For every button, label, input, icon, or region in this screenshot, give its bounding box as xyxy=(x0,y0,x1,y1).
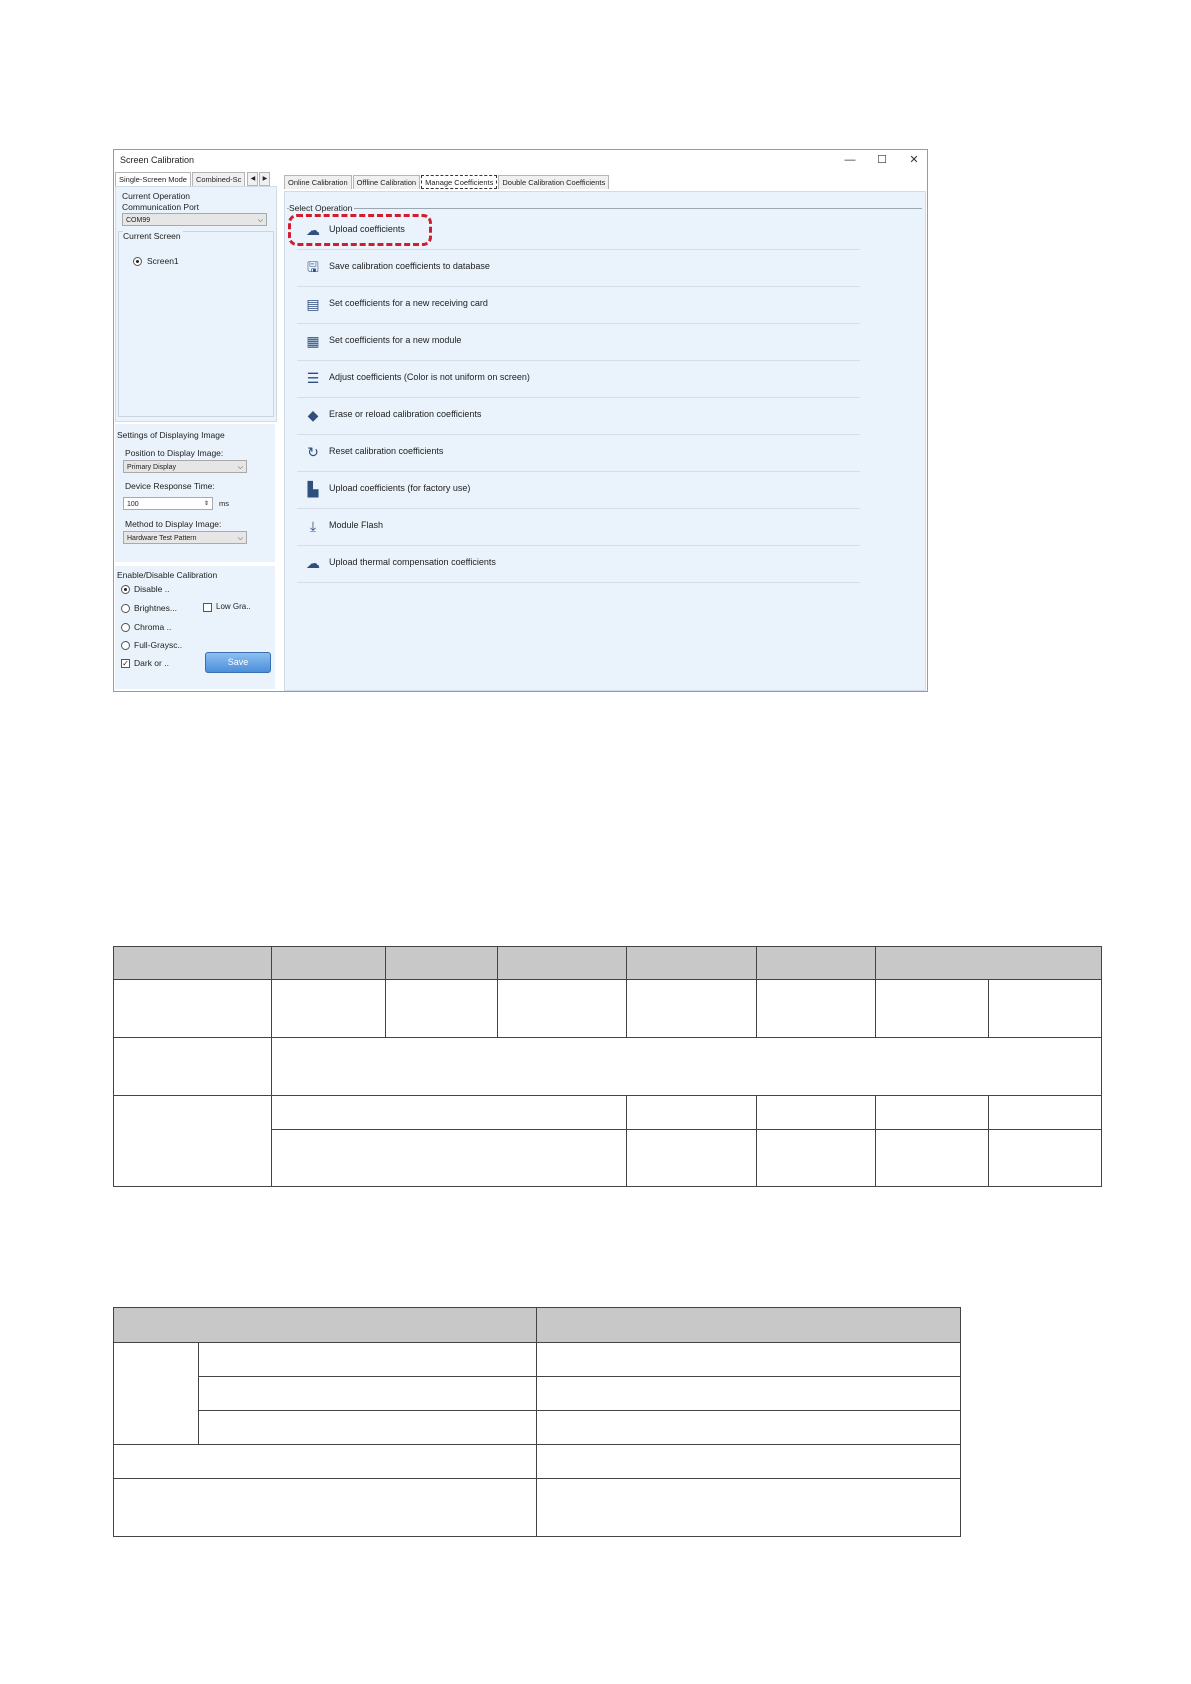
dark-checkbox[interactable]: ✓ xyxy=(122,659,129,668)
table-cell xyxy=(876,947,1102,980)
table-cell xyxy=(989,1096,1102,1130)
operation-upload-thermal[interactable] xyxy=(297,545,860,583)
low-gray-label: Low Gra.. xyxy=(216,602,251,611)
operation-new-receiving-card[interactable] xyxy=(297,286,860,324)
current-operation-label: Current Operation xyxy=(122,191,191,201)
operation-label: Upload coefficients (for factory use) xyxy=(329,483,471,493)
current-screen-label: Current Screen xyxy=(123,231,181,241)
table-cell xyxy=(114,1096,272,1187)
operation-label: Reset calibration coefficients xyxy=(329,446,444,456)
table-cell xyxy=(757,980,876,1038)
table-cell xyxy=(114,947,272,980)
table-row xyxy=(114,1038,1102,1096)
chevron-down-icon: ⌵ xyxy=(257,217,263,224)
comm-port-select[interactable] xyxy=(122,213,267,226)
table-cell xyxy=(537,1308,961,1343)
operation-save-to-database[interactable] xyxy=(297,249,860,287)
enable-calibration-panel xyxy=(115,566,275,689)
tab-double-calibration-coefficients[interactable]: Double Calibration Coefficients xyxy=(498,175,609,189)
table-row xyxy=(114,1096,1102,1130)
table-cell xyxy=(114,980,272,1038)
table-cell xyxy=(757,1096,876,1130)
screen-calibration-window xyxy=(113,149,928,692)
tab-online-calibration[interactable]: Online Calibration xyxy=(284,175,352,189)
position-value: Primary Display xyxy=(127,464,177,471)
table-cell xyxy=(537,1377,961,1411)
operation-label: Erase or reload calibration coefficients xyxy=(329,409,482,419)
table-cell xyxy=(537,1411,961,1445)
tab-offline-calibration[interactable]: Offline Calibration xyxy=(353,175,420,189)
table-cell xyxy=(627,1130,757,1187)
module-grid-icon: ▦ xyxy=(306,333,320,349)
tab-combined-screen[interactable]: Combined-Sc xyxy=(192,172,245,186)
operation-label: Upload thermal compensation coefficients xyxy=(329,557,496,567)
operation-reset-coefficients[interactable] xyxy=(297,434,860,472)
left-tab-strip xyxy=(115,172,270,186)
display-settings-panel xyxy=(115,424,275,562)
position-select[interactable] xyxy=(123,460,247,473)
response-time-input[interactable] xyxy=(123,497,213,510)
operation-erase-reload[interactable] xyxy=(297,397,860,435)
table-cell xyxy=(114,1479,537,1537)
enable-title: Enable/Disable Calibration xyxy=(117,570,218,580)
screen1-radio[interactable] xyxy=(133,257,142,266)
operation-module-flash[interactable] xyxy=(297,508,860,546)
table-cell xyxy=(385,947,497,980)
current-screen-group xyxy=(118,231,274,417)
table-cell xyxy=(114,1308,537,1343)
response-time-label: Device Response Time: xyxy=(125,481,215,491)
table-cell xyxy=(876,1130,989,1187)
cloud-upload-icon: ☁ xyxy=(306,555,320,571)
full-grayscale-radio[interactable] xyxy=(121,641,130,650)
table-cell xyxy=(627,947,757,980)
operation-new-module[interactable] xyxy=(297,323,860,361)
table-cell xyxy=(989,980,1102,1038)
comm-port-value: COM99 xyxy=(126,217,151,224)
table-cell xyxy=(876,1096,989,1130)
select-operation-group xyxy=(284,191,926,691)
minimize-icon[interactable]: — xyxy=(844,154,856,166)
table-row xyxy=(114,1343,961,1377)
tab-manage-coefficients[interactable]: Manage Coefficients xyxy=(421,175,497,189)
chevron-down-icon: ⌵ xyxy=(237,535,243,542)
highlight-annotation xyxy=(288,214,432,246)
close-icon[interactable]: ✕ xyxy=(909,154,919,166)
group-divider xyxy=(287,208,922,209)
table-cell xyxy=(876,980,989,1038)
screen1-label: Screen1 xyxy=(147,256,179,266)
table-2 xyxy=(113,1307,961,1537)
table-cell xyxy=(271,980,385,1038)
full-grayscale-label: Full-Graysc.. xyxy=(134,640,183,650)
table-cell xyxy=(271,947,385,980)
reset-icon: ↻ xyxy=(307,444,319,460)
table-cell xyxy=(271,1038,1101,1096)
right-tab-strip xyxy=(284,175,610,189)
table-cell xyxy=(497,947,627,980)
title-bar xyxy=(114,150,927,172)
method-label: Method to Display Image: xyxy=(125,519,222,529)
table-cell xyxy=(271,1096,627,1130)
save-disk-icon: 🖫 xyxy=(307,259,319,275)
operation-label: Upload coefficients xyxy=(329,224,405,234)
table-cell xyxy=(537,1479,961,1537)
sliders-icon: ☰ xyxy=(306,370,320,386)
table-row xyxy=(114,1377,961,1411)
table-row xyxy=(114,1411,961,1445)
position-label: Position to Display Image: xyxy=(125,448,224,458)
receiving-card-icon: ▤ xyxy=(306,296,320,312)
table-cell xyxy=(627,1096,757,1130)
table-cell xyxy=(114,1445,537,1479)
brightness-label: Brightnes... xyxy=(134,603,177,613)
operation-label: Save calibration coefficients to database xyxy=(329,261,490,271)
table-row xyxy=(114,1479,961,1537)
table-cell xyxy=(627,980,757,1038)
table-cell xyxy=(114,1038,272,1096)
operation-label: Set coefficients for a new module xyxy=(329,335,462,345)
table-row xyxy=(114,980,1102,1038)
table-cell xyxy=(757,947,876,980)
operation-label: Adjust coefficients (Color is not uniform on screen) xyxy=(329,372,530,382)
save-button[interactable]: Save xyxy=(205,652,271,673)
table-cell xyxy=(385,980,497,1038)
screen-selection-panel xyxy=(115,186,277,422)
settings-title: Settings of Displaying Image xyxy=(117,430,225,440)
comm-port-label: Communication Port xyxy=(122,202,200,212)
download-tray-icon: ⤓ xyxy=(309,518,317,534)
table-cell xyxy=(198,1377,537,1411)
low-gray-checkbox[interactable] xyxy=(203,603,212,612)
factory-icon: ▙ xyxy=(307,481,319,497)
tab-scroll-right-icon[interactable]: ▶ xyxy=(259,172,270,186)
table-cell xyxy=(114,1343,199,1445)
response-unit: ms xyxy=(219,499,229,508)
chevron-down-icon: ⌵ xyxy=(237,464,243,471)
right-panel xyxy=(284,172,926,691)
method-select[interactable] xyxy=(123,531,247,544)
table-cell xyxy=(198,1343,537,1377)
brightness-radio[interactable] xyxy=(121,604,130,613)
left-panel xyxy=(115,172,279,691)
table-cell xyxy=(198,1411,537,1445)
method-value: Hardware Test Pattern xyxy=(127,535,197,542)
disable-radio[interactable] xyxy=(121,585,130,594)
table-cell xyxy=(757,1130,876,1187)
window-title: Screen Calibration xyxy=(120,155,195,165)
table-row xyxy=(114,1445,961,1479)
table-cell xyxy=(537,1343,961,1377)
table-cell xyxy=(271,1130,627,1187)
disable-label: Disable .. xyxy=(134,584,170,594)
response-time-value: 100 xyxy=(127,501,139,508)
tab-single-screen-mode[interactable]: Single-Screen Mode xyxy=(115,172,191,186)
chroma-radio[interactable] xyxy=(121,623,130,632)
cloud-upload-icon: ☁ xyxy=(306,222,320,238)
operation-label: Module Flash xyxy=(329,520,384,530)
operation-upload-factory[interactable] xyxy=(297,471,860,509)
chroma-label: Chroma .. xyxy=(134,622,172,632)
table-cell xyxy=(497,980,627,1038)
tab-scroll-left-icon[interactable]: ◀ xyxy=(247,172,258,186)
table-cell xyxy=(537,1445,961,1479)
table-cell xyxy=(989,1130,1102,1187)
eraser-icon: ◆ xyxy=(307,407,319,423)
table-header-row xyxy=(114,1308,961,1343)
spinner-icon[interactable]: ⇕ xyxy=(203,501,209,507)
operation-label: Set coefficients for a new receiving card xyxy=(329,298,488,308)
select-operation-title: Select Operation xyxy=(289,203,353,213)
maximize-icon[interactable]: ☐ xyxy=(877,154,887,166)
dark-label: Dark or .. xyxy=(134,658,169,668)
table-header-row xyxy=(114,947,1102,980)
operation-adjust-coefficients[interactable] xyxy=(297,360,860,398)
table-1 xyxy=(113,946,1102,1187)
